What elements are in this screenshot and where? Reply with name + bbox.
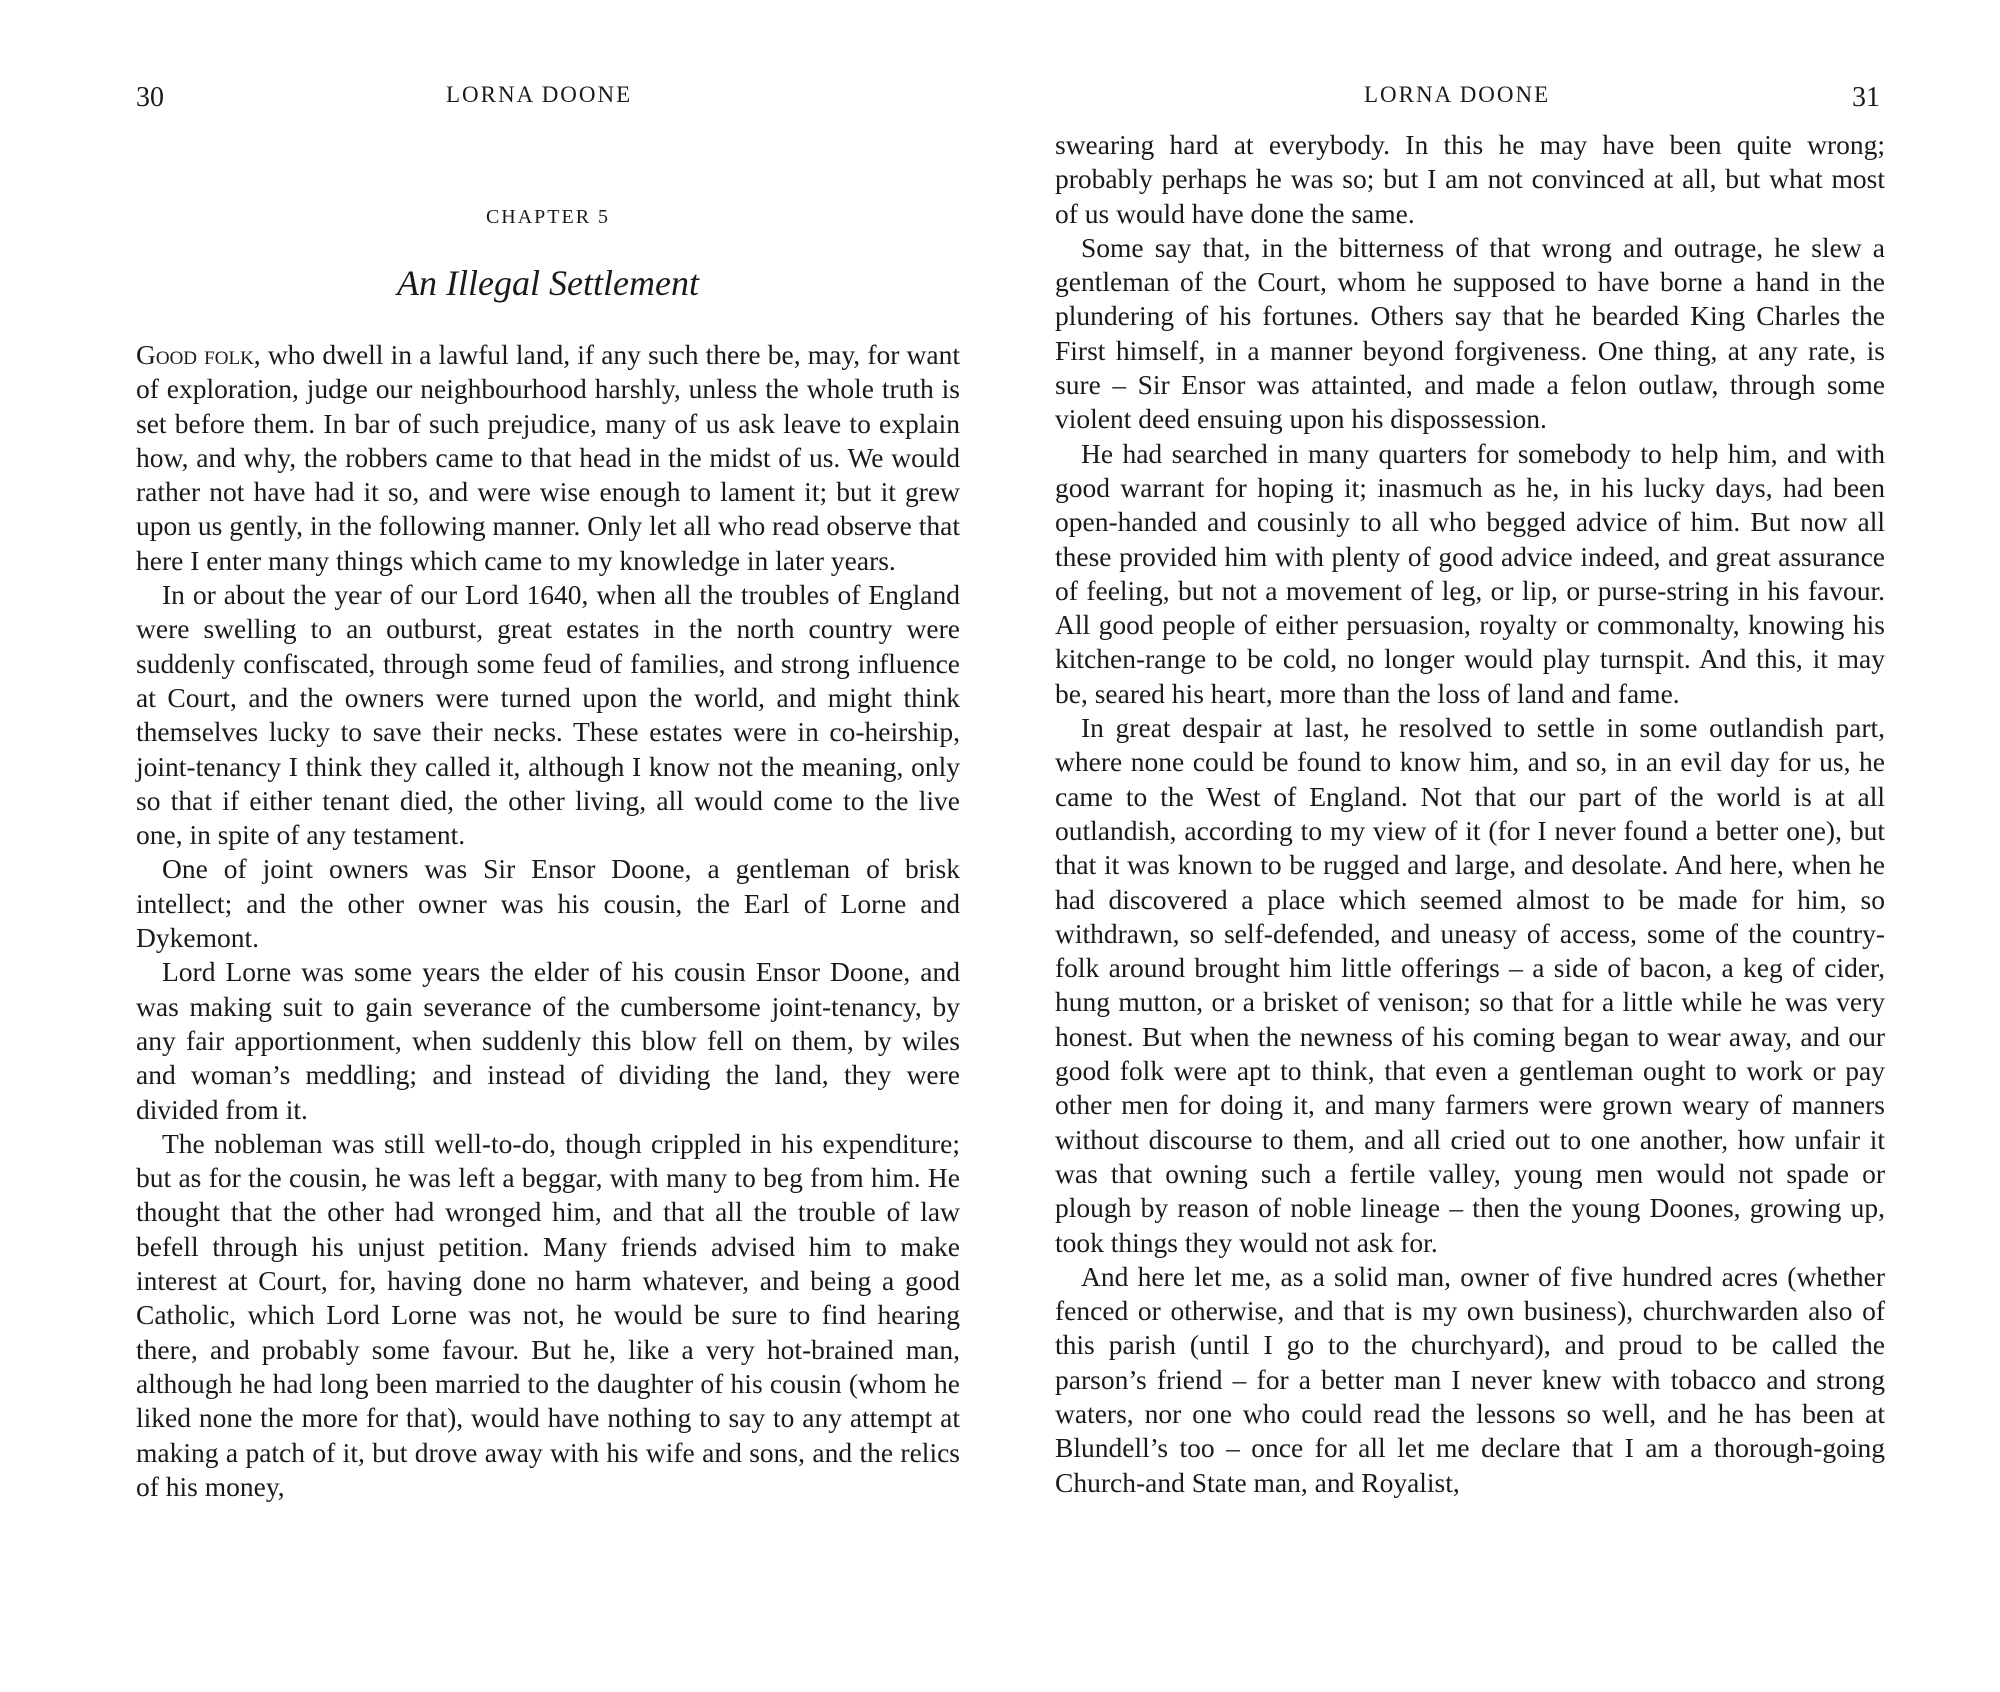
chapter-label: CHAPTER 5	[485, 206, 611, 228]
running-head-right: LORNA DOONE	[1364, 82, 1551, 107]
paragraph-4: Lord Lorne was some years the elder of his cousin Ensor Doone, and was making suit to gain severance of the cumbersome joint-tenancy, by any fair apportionment, when suddenly this blow fell on them, by wiles and woman’s meddling; and instead of dividing the land, they were divided from it.	[136, 956, 960, 1125]
paragraph-6: Some say that, in the bitterness of that wrong and outrage, he slew a gentleman of the Court, whom he supposed to have borne a hand in the plundering of his fortunes. Others say that he bearded King Charles the First himself, in a manner beyond forgiveness. One thing, at any rate, is sure – Sir Ensor was attainted, and made a felon outlaw, through some violent deed ensuing upon his dispossession.	[1055, 231, 1885, 435]
chapter-title: An Illegal Settlement	[397, 263, 699, 303]
page-number-right: 31	[1852, 82, 1880, 113]
left-page-body	[136, 338, 960, 1504]
right-page	[1000, 0, 2000, 1692]
running-head-left: LORNA DOONE	[446, 82, 633, 107]
right-page-body	[1055, 128, 1885, 1500]
paragraph-text: who dwell in a lawful land, if any such there be, may, for want of exploration, judge our neighbourhood harshly, unless the whole truth is set before them. In bar of such prejudice, many of us ask leave to explain how, and why, the robbers came to that head in the midst of us. We would rather not have had it so, and were wise enough to lament it; but it grew upon us gently, in the following manner. Only let all who read observe that here I enter many things which came to my knowledge in later years.	[136, 339, 961, 576]
opening-smallcaps: Good folk,	[136, 339, 261, 370]
page-number-left: 30	[136, 82, 164, 113]
continuation-paragraph: swearing hard at everybody. In this he may have been quite wrong; probably perhaps he was so; but I am not convinced at all, but what most of us would have done the same.	[1055, 129, 1885, 229]
paragraph-8: In great despair at last, he resolved to settle in some outlandish part, where none could be found to know him, and so, in an evil day for us, he came to the West of England. Not that our part of the world is at all outlandish, according to my view of it (for I never found a better one), but that it was known to be rugged and large, and desolate. And here, when he had discovered a place which seemed almost to be made for him, so withdrawn, so self-defended, and uneasy of access, some of the country-folk around brought him little offerings – a side of bacon, a keg of cider, hung mutton, or a brisket of venison; so that for a little while he was very honest. But when the newness of his coming began to wear away, and our good folk were apt to think, that even a gentleman ought to work or pay other men for doing it, and many farmers were grown weary of manners without discourse to them, and all cried out to one another, how unfair it was that owning such a fertile valley, young men would not spade or plough by reason of noble lineage – then the young Doones, growing up, took things they would not ask for.	[1055, 712, 1885, 1258]
paragraph-2: In or about the year of our Lord 1640, when all the troubles of England were swelling to an outburst, great estates in the north country were suddenly confiscated, through some feud of families, and strong influence at Court, and the owners were turned upon the world, and might think themselves lucky to save their necks. These estates were in co-heirship, joint-tenancy I think they called it, although I know not the meaning, only so that if either tenant died, the other living, all would come to the live one, in spite of any testament.	[136, 579, 960, 851]
paragraph-3: One of joint owners was Sir Ensor Doone, a gentleman of brisk intellect; and the other owner was his cousin, the Earl of Lorne and Dykemont.	[136, 853, 960, 954]
paragraph-7: He had searched in many quarters for somebody to help him, and with good warrant for hoping it; inasmuch as he, in his lucky days, had been open-handed and cousinly to all who begged advice of him. But now all these provided him with plenty of good advice indeed, and great assurance of feeling, but not a movement of leg, or lip, or purse-string in his favour. All good people of either persuasion, royalty or commonalty, knowing his kitchen-range to be cold, no longer would play turnspit. And this, it may be, seared his heart, more than the loss of land and fame.	[1055, 437, 1885, 709]
paragraph-1	[136, 338, 960, 578]
paragraph-9: And here let me, as a solid man, owner of five hundred acres (whether fenced or otherwise, and that is my own business), churchwarden also of this parish (until I go to the churchyard), and proud to be called the parson’s friend – for a better man I never knew with tobacco and strong waters, nor one who could read the lessons so well, and he has been at Blundell’s too – once for all let me declare that I am a thorough-going Church-and State man, and Royalist,	[1055, 1260, 1885, 1498]
paragraph-5: The nobleman was still well-to-do, though crippled in his expenditure; but as for the cousin, he was left a beggar, with many to beg from him. He thought that the other had wronged him, and that all the trouble of law befell through his unjust petition. Many friends advised him to make interest at Court, for, having done no harm whatever, and being a good Catholic, which Lord Lorne was not, he would be sure to find hearing there, and probably some favour. But he, like a very hot-brained man, although he had long been married to the daughter of his cousin (whom he liked none the more for that), would have nothing to say to any attempt at making a patch of it, but drove away with his wife and sons, and the relics of his money,	[136, 1127, 960, 1502]
